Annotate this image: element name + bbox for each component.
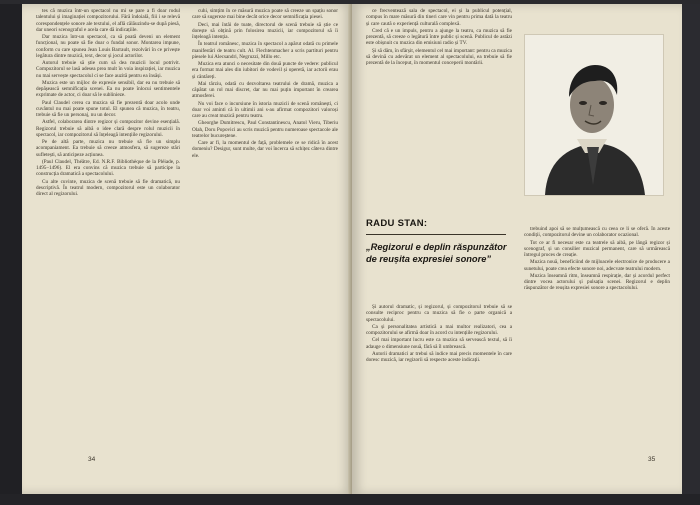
right-page-column-2 bbox=[524, 226, 670, 454]
right-page-column-1-top bbox=[366, 8, 512, 206]
paragraph: ce frecventează sala de spectacol, ei și la publicul potențial, compus în mare măsură din tineri care vin pentru prima dată la teatru și care caută o experiență culturală complexă. bbox=[366, 8, 512, 27]
paragraph: cuhi, simțim în ce măsură muzica poate să creeze un spațiu sonor care să sugereze mai bine decât orice decor semnificația piesei. bbox=[192, 8, 338, 21]
paragraph: Gheorghe Dumitrescu, Paul Constantinescu, Anatol Vieru, Tiberiu Olah, Doru Popovici au scris muzică pentru numeroase spectacole ale teatrelor bucureștene. bbox=[192, 120, 338, 139]
paragraph: Astfel, colaborarea dintre regizor și compozitor devine esențială. Regizorul trebuie să aibă o idee clară despre rolul muzicii în spectacol, iar compozitorul să înțeleagă intențiile regizorului. bbox=[36, 119, 180, 138]
paragraph: (Paul Claudel, Théâtre, Ed. N.R.F. Bibliothèque de la Pléiade, p. 1495–1496). El era convins că muzica trebuie să participe la construcția dramatică a spectacolului. bbox=[36, 158, 180, 178]
interview-title: „Regizorul e deplin răspunzător de reușita expresiei sonore” bbox=[366, 242, 507, 264]
paragraph: Paul Claudel cerea ca muzica să fie prezentă doar acolo unde cuvântul nu mai poate spune totul. El spunea că muzica, în teatru, trebuie să fie un personaj, nu un decor. bbox=[36, 99, 180, 118]
paragraph: Muzica era atunci o necesitate din două puncte de vedere: publicul era format mai ales din iubitori de vodevil și operetă, iar actorii erau și cântăreți. bbox=[192, 61, 338, 80]
left-page-column-2 bbox=[192, 8, 338, 454]
paragraph: Care ar fi, la momentul de față, problemele ce se ridică în acest domeniu? Desigur, sunt multe, dar voi încerca să schițez câteva dintre ele. bbox=[192, 140, 338, 159]
paragraph: Și autorul dramatic, și regizorul, și compozitorul trebuie să se consulte reciproc pentru ca muzica să fie o parte organică a spectacolului. bbox=[366, 304, 512, 323]
paragraph: Muzica nouă, beneficiind de mijloacele electronice de producere a sunetului, poate crea efecte sonore noi, adecvate teatrului modern. bbox=[524, 259, 670, 272]
paragraph: Cred că e un impuls, pentru a ajunge la teatru, ca muzica să fie prezentă, să creeze o legătură între public și scenă. Publicul de astăzi este obișnuit cu muzica din emisiuni radio și TV. bbox=[366, 27, 512, 47]
interview-heading bbox=[366, 218, 516, 265]
paragraph: Muzica este un mijloc de expresie sensibil, dar ea nu trebuie să depășească semnificația scenei. Ea nu poate înlocui sentimentele exprimate de actor, ci doar să le sublinieze. bbox=[36, 79, 180, 99]
paragraph: tes că muzica într-un spectacol nu mi se pare a fi doar rodul talentului și imaginației compozitorului. Fără îndoială, fiii i se relevă corespondențele sonore ale textului, el află călăuzindu-se după piesă, dar uneori scenograful e acela care dă indicațiile. bbox=[36, 8, 180, 33]
paragraph: Cu alte cuvinte, muzica de scenă trebuie să fie dramatică, nu descriptivă. În teatrul modern, compozitorul este un colaborator direct al regizorului. bbox=[36, 178, 180, 197]
paragraph: Ca și personalitatea artistică a mai multor realizatori, cea a compozitorului se afirmă doar în acord cu intențiile regizorului. bbox=[366, 323, 512, 336]
left-page-column-1 bbox=[36, 8, 180, 454]
right-page bbox=[352, 4, 682, 494]
paragraph: Cel mai important lucru este ca muzica să servească textul, să îi adauge o dimensiune nouă, fără să îl umbrească. bbox=[366, 337, 512, 350]
author-portrait-photo bbox=[524, 34, 664, 196]
paragraph: Nu voi face o incursiune în istoria muzicii de scenă românești, ci doar voi aminti că în ultimii ani s-au afirmat compozitori valoroși care au creat muzică pentru teatru. bbox=[192, 100, 338, 119]
page-number: 35 bbox=[648, 456, 656, 463]
paragraph: trebuind apoi să se mulțumească cu ceea ce li se oferă. În aceste condiții, compozitorul devine un colaborator ocazional. bbox=[524, 226, 670, 239]
paragraph: Deci, mai întâi de toate, directorul de scenă trebuie să știe ce dorește să obțină prin folosirea muzicii, iar compozitorul să îi înțeleagă intenția. bbox=[192, 21, 338, 40]
paragraph: Pe de altă parte, muzica nu trebuie să fie un simplu acompaniament. Ea trebuie să creeze atmosfera, să sugereze stări sufletești, să anticipeze acțiunea. bbox=[36, 139, 180, 158]
paragraph: Dar muzica într-un spectacol, ca să poată deveni un element funcțional, nu poate să fie doar o fundal sonor. Montarea impune, conform cu care spunea Jean Louis Barrault, rezolvări în ce privește legătura dintre muzică, text, decor și jocul actorilor. bbox=[36, 34, 180, 59]
paragraph: Tot ce ar fi necesar este ca teatrele să aibă, pe lângă regizor și scenograf, și un consilier muzical permanent, care să urmărească întregul proces de creație. bbox=[524, 239, 670, 258]
paragraph: În teatrul românesc, muzica în spectacol a apărut odată cu primele manifestări de teatru cult. Al. Flechtenmacher a scris partituri pentru piesele lui Alecsandri, Negruzzi, Millo etc. bbox=[192, 41, 338, 60]
page-number: 34 bbox=[88, 456, 96, 463]
portrait-illustration bbox=[525, 35, 663, 195]
left-page bbox=[22, 4, 352, 494]
interviewee-name: RADU STAN: bbox=[366, 218, 428, 229]
book-bottom-edge bbox=[0, 494, 700, 505]
paragraph: Mai târziu, odată cu dezvoltarea teatrului de dramă, muzica a căpătat un rol mai discret, dar nu mai puțin important în crearea atmosferei. bbox=[192, 80, 338, 100]
paragraph: Autorii dramatici ar trebui să indice mai precis momentele în care doresc muzică, iar regizorii să respecte aceste indicații. bbox=[366, 350, 512, 363]
book-cover-left-edge bbox=[0, 4, 22, 494]
book-cover-right-edge bbox=[682, 4, 700, 494]
right-page-column-1-bottom bbox=[366, 304, 512, 454]
paragraph: Muzica înseamnă ritm, înseamnă respirație, dar și acordul perfect dintre vocea actorului și pulsația scenei. Regizorul e deplin răspunzător de reușita expresiei sonore a spectacolului. bbox=[524, 272, 670, 292]
heading-divider bbox=[366, 234, 506, 235]
paragraph: Autorul trebuie să știe cum să dea muzicii locul potrivit. Compozitorul se lasă adesea prea mult în voia inspirației, iar muzica nu mai servește spectacolul ci se face auzită pentru ea însăși. bbox=[36, 60, 180, 79]
paragraph: Și să dăm, în sfârșit, elementul cel mai important: pentru ca muzica să devină cu adevărat un element al spectacolului, ea trebuie să fie prezentă de la început, în momentul conceperii montării. bbox=[366, 47, 512, 66]
